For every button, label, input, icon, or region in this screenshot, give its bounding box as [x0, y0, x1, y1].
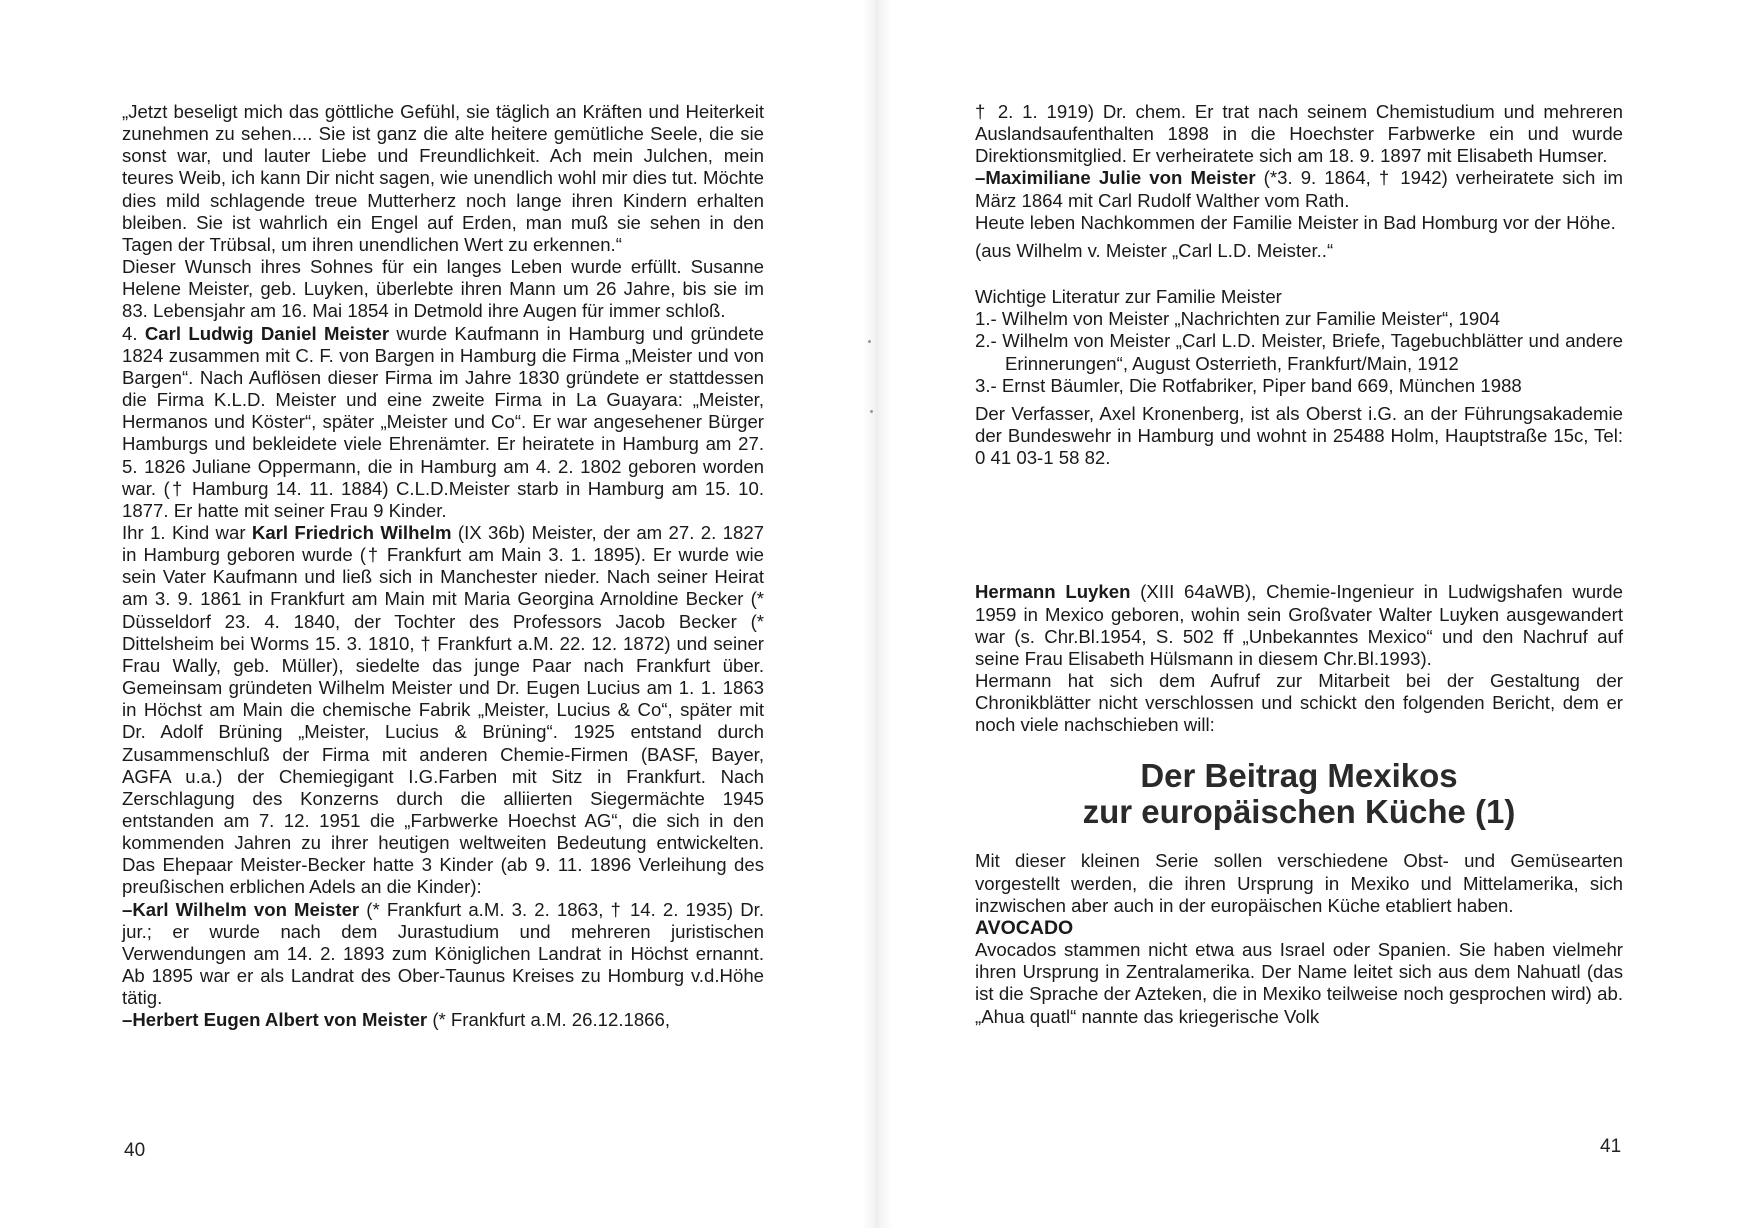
- carl-text: wurde Kaufmann in Hamburg und gründete 1824 zusammen mit C. F. von Bargen in Hamburg die Firma „Meister und von Bargen“. Nach Auflösen dieser Firma im Jahre 1830 gründete er stattdessen die Firma K.L.D. Meister und eine zweite Firma in La Guayara: „Meister, Hermanos und Köster“, später „Meister und Co“. Er war angesehener Bürger Hamburgs und bekleidete viele Ehrenämter. Er heiratete in Hamburg am 27. 5. 1826 Juliane Oppermann, die in Hamburg am 4. 2. 1802 geboren worden war. († Hamburg 14. 11. 1884) C.L.D.Meister starb in Hamburg am 15. 10. 1877. Er hatte mit seiner Frau 9 Kinder.: [122, 322, 764, 521]
- scan-speck: [870, 410, 873, 413]
- article-title-line-2: zur europäischen Küche (1): [1082, 793, 1516, 831]
- article-title: [975, 758, 1623, 830]
- child2-text: (* Frankfurt a.M. 26.12.1866,: [427, 1009, 671, 1031]
- paragraph-wish-fulfilled: Dieser Wunsch ihres Sohnes für ein langes Leben wurde erfüllt. Susanne Helene Meister, geb. Luyken, überlebte ihren Mann um 26 Jahre, bis sie im 83. Lebensjahr am 16. Mai 1854 in Detmold ihre Augen für immer schloß.: [122, 256, 764, 322]
- carl-name: Carl Ludwig Daniel Meister: [144, 322, 390, 344]
- article-subheading: AVOCADO: [975, 916, 1074, 939]
- paragraph-avocado: Avocados stammen nicht etwa aus Israel oder Spanien. Sie haben vielmehr ihren Ursprung in Zentralamerika. Der Name leitet sich aus dem Nahuatl (das ist die Sprache der Azteken, die in Mexiko teilweise noch gesprochen wird) ab. „Ahua quatl“ nannte das kriegerische Volk: [975, 939, 1623, 1027]
- karl-text: (IX 36b) Meister, der am 27. 2. 1827 in Hamburg geboren wurde († Frankfurt am Main 3. 1. 1895). Er wurde wie sein Vater Kaufmann und ließ sich in Manchester nieder. Nach seiner Heirat am 3. 9. 1861 in Frankfurt am Main mit Maria Georgina Arnoldine Becker (* Düsseldorf 23. 4. 1840, der Tochter des Professors Jacob Becker (* Dittelsheim bei Worms 15. 3. 1810, † Frankfurt a.M. 22. 12. 1872) und seiner Frau Wally, geb. Müller), siedelte das junge Paar nach Frankfurt über. Gemeinsam gründeten Wilhelm Meister und Dr. Eugen Lucius am 1. 1. 1863 in Höchst am Main die chemische Fabrik „Meister, Lucius & Co“, später mit Dr. Adolf Brüning „Meister, Lucius & Brüning“. 1925 entstand durch Zusammenschluß der Firma mit anderen Chemie-Firmen (BASF, Bayer, AGFA u.a.) der Chemiegigant I.G.Farben mit Sitz in Frankfurt. Nach Zerschlagung des Konzerns durch die alliierten Siegermächte 1945 entstanden am 7. 12. 1951 die „Farbwerke Hoechst AG“, die sich in den kommenden Jahren zu ihrer heutigen weltweiten Bedeutung entwickelten. Das Ehepaar Meister-Becker hatte 3 Kinder (ab 9. 11. 1896 Verleihung des preußischen erblichen Adels an die Kinder):: [122, 521, 764, 898]
- carl-prefix: 4.: [122, 322, 145, 344]
- literature-item: 3.- Ernst Bäumler, Die Rotfabriker, Piper band 669, München 1988: [975, 374, 1522, 396]
- child1-name: Karl Wilhelm von Meister: [132, 898, 360, 920]
- child1-text: (* Frankfurt a.M. 3. 2. 1863, † 14. 2. 1935) Dr. jur.; er wurde nach dem Jurastudium und mehreren juristischen Verwendungen am 14. 2. 1893 zum Königlichen Landrat in Höchst ernannt. Ab 1895 war er als Landrat des Ober-Taunus Kreises zu Homburg v.d.Höhe tätig.: [122, 898, 764, 1009]
- paragraph-hermann-luyken: [975, 581, 1623, 670]
- spacer: [975, 469, 1623, 581]
- paragraph-child-herbert: [122, 1009, 764, 1031]
- karl-prefix: Ihr 1. Kind war: [122, 521, 252, 543]
- list-dash: –: [122, 1009, 133, 1031]
- paragraph-hermann-report: Hermann hat sich dem Aufruf zur Mitarbeit bei der Gestaltung der Chronikblätter nicht verschlossen und schickt den folgenden Bericht, dem er noch viele nachschieben will:: [975, 669, 1623, 736]
- book-gutter: [862, 0, 892, 1228]
- literature-item: 2.- Wilhelm von Meister „Carl L.D. Meister, Briefe, Tagebuchblätter und andere Erinnerungen“, August Osterrieth, Frankfurt/Main, 1912: [975, 330, 1623, 374]
- paragraph-herbert-continued: † 2. 1. 1919) Dr. chem. Er trat nach seinem Chemistudium und mehreren Auslandsaufenthalten 1898 in die Hoechster Farbwerke ein und wurde Direktionsmitglied. Er verheiratete sich am 18. 9. 1897 mit Elisabeth Humser.: [975, 101, 1623, 167]
- literature-heading: Wichtige Literatur zur Familie Meister: [975, 286, 1282, 308]
- list-dash: –: [975, 167, 986, 189]
- page-number-right: 41: [1600, 1136, 1622, 1157]
- paragraph-carl-meister: [122, 323, 764, 522]
- left-page-column: [122, 101, 764, 1032]
- page-number-left: 40: [124, 1140, 146, 1161]
- child2-name: Herbert Eugen Albert von Meister: [132, 1009, 428, 1031]
- child3-name: Maximiliane Julie von Meister: [985, 167, 1256, 189]
- article-intro: Mit dieser kleinen Serie sollen verschiedene Obst- und Gemüsearten vorgestellt werden, die ihren Ursprung in Mexiko und Mittelamerika, sich inzwischen aber auch in der europäischen Küche etabliert haben.: [975, 850, 1623, 916]
- list-dash: –: [122, 898, 133, 920]
- spacer: [975, 262, 1623, 286]
- paragraph-karl-meister: [122, 522, 764, 899]
- source-citation: (aus Wilhelm v. Meister „Carl L.D. Meister..“: [975, 239, 1334, 261]
- right-page-column: [975, 101, 1623, 1028]
- hermann-text: (XIII 64aWB), Chemie-Ingenieur in Ludwigshafen wurde 1959 in Mexico geboren, wohin sein Großvater Walter Luyken ausgewandert war (s. Chr.Bl.1954, S. 502 ff „Unbekanntes Mexico“ und den Nachruf auf seine Frau Elisabeth Hülsmann in diesem Chr.Bl.1993).: [975, 581, 1623, 669]
- child3-text: (*3. 9. 1864, † 1942) verheiratete sich im März 1864 mit Carl Rudolf Walther vom Rath.: [975, 167, 1623, 211]
- letter-quote: „Jetzt beseligt mich das göttliche Gefühl, sie täglich an Kräften und Heiterkeit zunehmen zu sehen.... Sie ist ganz die alte heitere gemütliche Seele, die sie sonst war, und lauter Liebe und Freundlichkeit. Ach mein Julchen, mein teures Weib, ich kann Dir nicht sagen, wie unendlich wohl mir dies tut. Möchte dies mild schlagende treue Mutterherz noch lange ihren Kindern erhalten bleiben. Sie ist wahrlich ein Engel auf Erden, man muß sie sehen in den Tagen der Trübsal, um ihren unendlichen Wert zu erkennen.“: [122, 101, 764, 255]
- karl-name: Karl Friedrich Wilhelm: [251, 521, 452, 543]
- scan-speck: [868, 340, 871, 343]
- paragraph-child-karl-wilhelm: [122, 899, 764, 1010]
- literature-item: 1.- Wilhelm von Meister „Nachrichten zur Familie Meister“, 1904: [975, 308, 1500, 330]
- paragraph-child-maximiliane: [975, 167, 1623, 211]
- hermann-name: Hermann Luyken: [975, 581, 1131, 603]
- paragraph-descendants: Heute leben Nachkommen der Familie Meister in Bad Homburg vor der Höhe.: [975, 211, 1616, 233]
- author-note: Der Verfasser, Axel Kronenberg, ist als Oberst i.G. an der Führungsakademie der Bundeswehr in Hamburg und wohnt in 25488 Holm, Hauptstraße 15c, Tel: 0 41 03-1 58 82.: [975, 402, 1623, 469]
- article-title-line-1: Der Beitrag Mexikos: [1140, 757, 1458, 795]
